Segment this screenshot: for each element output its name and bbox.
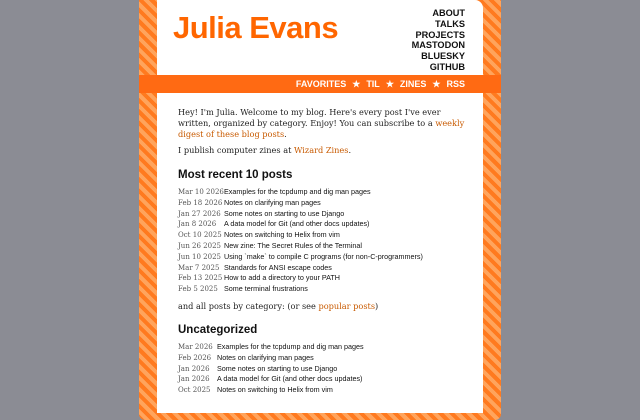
- post-date: Mar 2026: [178, 342, 213, 351]
- post-title-link[interactable]: Some notes on starting to use Django: [224, 208, 345, 218]
- post-date: Jan 2026: [178, 364, 210, 373]
- post-date: Jan 2026: [178, 375, 210, 384]
- post-date: Oct 2025: [178, 386, 211, 395]
- post-row: [178, 353, 468, 364]
- nav-bluesky[interactable]: BLUESKY: [421, 51, 465, 62]
- star-icon: ★: [432, 78, 441, 89]
- category-bar: [139, 75, 501, 93]
- nav-talks[interactable]: TALKS: [435, 18, 465, 29]
- post-row: [178, 241, 468, 252]
- all-posts-line: [178, 301, 468, 311]
- uncategorized-posts-list: [178, 342, 468, 396]
- post-row: [178, 219, 468, 230]
- nav-rss[interactable]: RSS: [446, 79, 465, 89]
- post-date: Oct 10 2025: [178, 231, 222, 240]
- post-row: [178, 230, 468, 241]
- post-date: Jun 10 2025: [178, 252, 221, 261]
- post-title-link[interactable]: Notes on clarifying man pages: [217, 352, 314, 362]
- nav-til[interactable]: TIL: [366, 79, 380, 89]
- intro-end: .: [284, 129, 287, 139]
- post-title-link[interactable]: New zine: The Secret Rules of the Terminal: [224, 240, 362, 250]
- site-header: [157, 0, 483, 75]
- star-icon: ★: [385, 78, 394, 89]
- post-row: [178, 209, 468, 220]
- post-title-link[interactable]: Some notes on starting to use Django: [217, 363, 338, 373]
- post-title-link[interactable]: Using `make` to compile C programs (for non-C-programmers): [224, 251, 423, 261]
- post-row: [178, 374, 468, 385]
- popular-posts-link[interactable]: popular posts: [318, 300, 376, 311]
- post-date: Mar 7 2025: [178, 263, 220, 272]
- wizard-zines-link[interactable]: Wizard Zines: [293, 145, 349, 155]
- nav-favorites[interactable]: FAVORITES: [295, 79, 347, 89]
- post-row: [178, 364, 468, 375]
- intro-text: Hey! I'm Julia. Welcome to my blog. Here's every post I've ever written, organized by category. Enjoy! You can subscribe to a: [178, 107, 441, 128]
- post-row: [178, 273, 468, 284]
- all-posts-text: and all posts by category: (or see: [178, 300, 319, 311]
- site-title[interactable]: Julia Evans: [173, 10, 339, 45]
- zines-text: I publish computer zines at: [178, 145, 294, 155]
- all-posts-end: ): [375, 300, 379, 311]
- post-date: Jan 8 2026: [178, 220, 217, 229]
- post-row: [178, 385, 468, 396]
- uncategorized-heading: Uncategorized: [178, 323, 258, 336]
- star-icon: ★: [352, 78, 361, 89]
- nav-mastodon[interactable]: MASTODON: [411, 40, 465, 51]
- recent-posts-list: [178, 187, 468, 295]
- post-title-link[interactable]: Examples for the tcpdump and dig man pages: [217, 341, 364, 351]
- main-content: [157, 93, 483, 413]
- post-row: [178, 187, 468, 198]
- post-title-link[interactable]: Notes on switching to Helix from vim: [224, 230, 340, 240]
- post-row: [178, 342, 468, 353]
- intro-paragraph: [178, 107, 468, 140]
- weekly-digest-link[interactable]: weekly digest of these blog posts: [178, 118, 465, 139]
- top-nav: [412, 8, 465, 73]
- post-date: Feb 18 2026: [178, 198, 223, 207]
- recent-posts-heading: Most recent 10 posts: [178, 169, 293, 181]
- post-date: Jan 27 2026: [178, 209, 221, 218]
- post-title-link[interactable]: Standards for ANSI escape codes: [224, 262, 332, 272]
- post-date: Jun 26 2025: [178, 241, 221, 250]
- post-title-link[interactable]: Notes on clarifying man pages: [224, 197, 321, 207]
- post-date: Feb 5 2025: [178, 285, 218, 294]
- post-title-link[interactable]: A data model for Git (and other docs updates): [217, 374, 363, 384]
- post-row: [178, 198, 468, 209]
- nav-about[interactable]: ABOUT: [432, 8, 465, 18]
- post-title-link[interactable]: Some terminal frustrations: [224, 284, 308, 294]
- post-row: [178, 252, 468, 263]
- post-row: [178, 263, 468, 274]
- nav-github[interactable]: GITHUB: [429, 61, 465, 72]
- zines-end: .: [348, 145, 352, 155]
- post-title-link[interactable]: A data model for Git (and other docs updates): [224, 219, 370, 229]
- post-date: Mar 10 2026: [178, 188, 224, 196]
- zines-paragraph: [178, 145, 468, 156]
- post-date: Feb 13 2025: [178, 274, 223, 283]
- nav-projects[interactable]: PROJECTS: [415, 29, 465, 40]
- nav-zines[interactable]: ZINES: [399, 79, 427, 89]
- post-title-link[interactable]: Examples for the tcpdump and dig man pages: [224, 187, 371, 196]
- post-title-link[interactable]: How to add a directory to your PATH: [224, 273, 340, 283]
- post-row: [178, 284, 468, 295]
- post-date: Feb 2026: [178, 353, 212, 362]
- post-title-link[interactable]: Notes on switching to Helix from vim: [217, 385, 333, 395]
